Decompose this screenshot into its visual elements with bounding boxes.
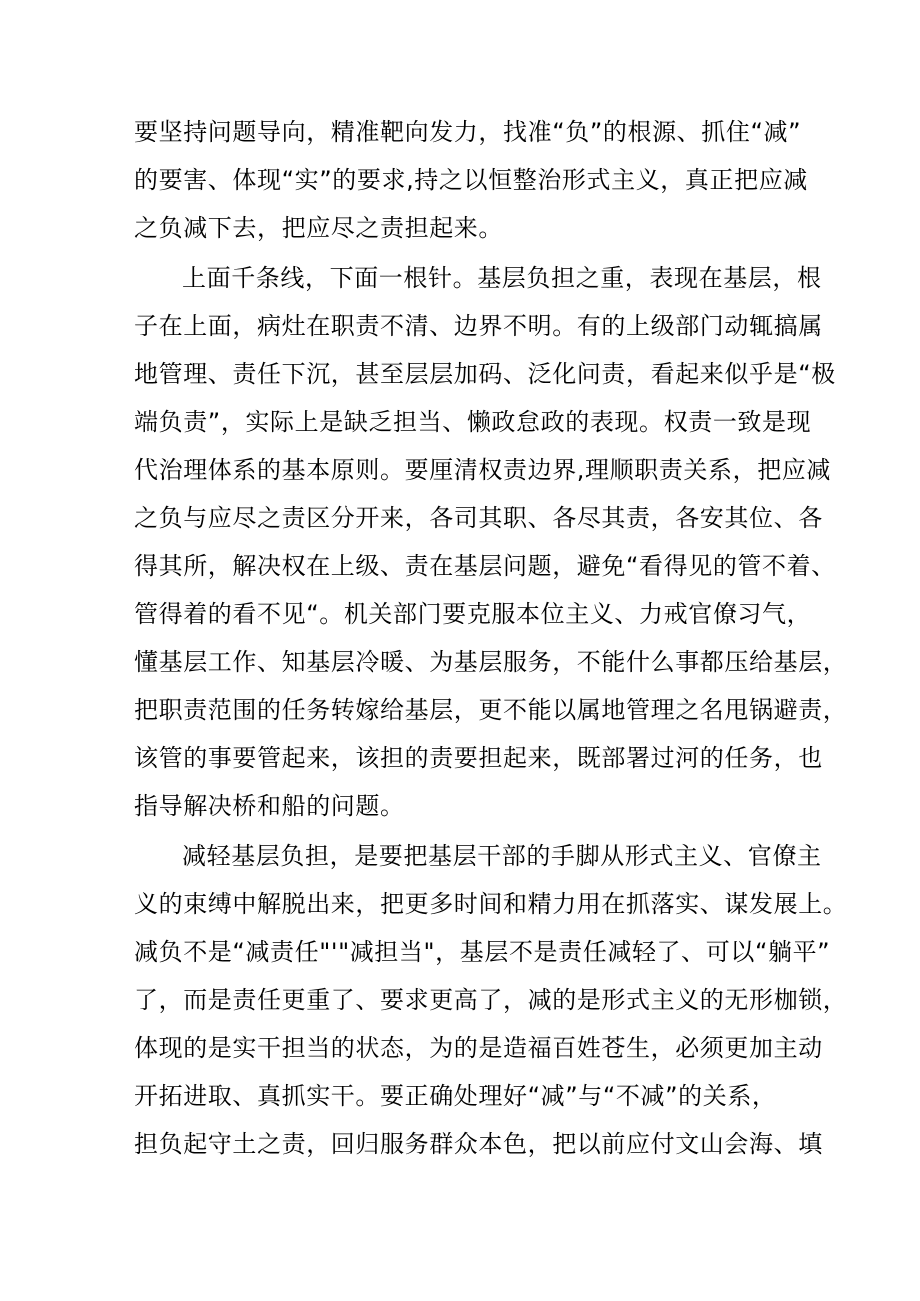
p2-line-6: 之负与应尽之责区分开来，各司其职、各尽其责，各安其位、各 xyxy=(134,504,823,532)
p1-line-3: 之负减下去，把应尽之责担起来。 xyxy=(134,214,503,242)
p1-line-1: 要坚持问题导向，精准靶向发力，找准“负”的根源、抓住“减” xyxy=(134,118,802,146)
p3-line-7: 担负起守土之责，回归服务群众本色，把以前应付文山会海、填 xyxy=(134,1130,823,1158)
p2-line-11: 该管的事要管起来，该担的责要担起来，既部署过河的任务，也 xyxy=(134,744,823,772)
p3-line-2: 义的束缚中解脱出来，把更多时间和精力用在抓落实、谋发展上。 xyxy=(134,890,848,918)
p1-line-2: 的要害、体现“实”的要求,持之以恒整治形式主义，真正把应减 xyxy=(134,166,808,194)
p2-line-5: 代治理体系的基本原则。要厘清权责边界,理顺职责关系，把应减 xyxy=(134,456,832,484)
p2-line-3: 地管理、责任下沉，甚至层层加码、泛化问责，看起来似乎是“极 xyxy=(134,360,836,388)
p3-line-5: 体现的是实干担当的状态，为的是造福百姓苍生，必须更加主动 xyxy=(134,1034,823,1062)
p2-line-9: 懂基层工作、知基层冷暖、为基层服务，不能什么事都压给基层， xyxy=(134,648,848,676)
p2-line-1: 上面千条线，下面一根针。基层负担之重，表现在基层，根 xyxy=(182,264,822,292)
p2-line-12: 指导解决桥和船的问题。 xyxy=(134,792,405,820)
p2-line-2: 子在上面，病灶在职责不清、边界不明。有的上级部门动辄搞属 xyxy=(134,312,823,340)
p3-line-3: 减负不是“减责任"'"减担当"，基层不是责任减轻了、可以“躺平” xyxy=(134,938,831,966)
p2-line-8: 管得着的看不见“。机关部门要克服本位主义、力戒官僚习气， xyxy=(134,600,812,628)
p2-line-4: 端负责”，实际上是缺乏担当、懒政怠政的表现。权责一致是现 xyxy=(134,408,812,436)
p3-line-1: 减轻基层负担，是要把基层干部的手脚从形式主义、官僚主 xyxy=(182,842,822,870)
p2-line-10: 把职责范围的任务转嫁给基层，更不能以属地管理之名甩锅避责， xyxy=(134,696,848,724)
p2-line-7: 得其所，解决权在上级、责在基层问题，避免“看得见的管不着、 xyxy=(134,552,836,580)
p3-line-4: 了，而是责任更重了、要求更高了，减的是形式主义的无形枷锁， xyxy=(134,986,848,1014)
p3-line-6: 开拓进取、真抓实干。要正确处理好“减”与“不减”的关系， xyxy=(134,1082,777,1110)
